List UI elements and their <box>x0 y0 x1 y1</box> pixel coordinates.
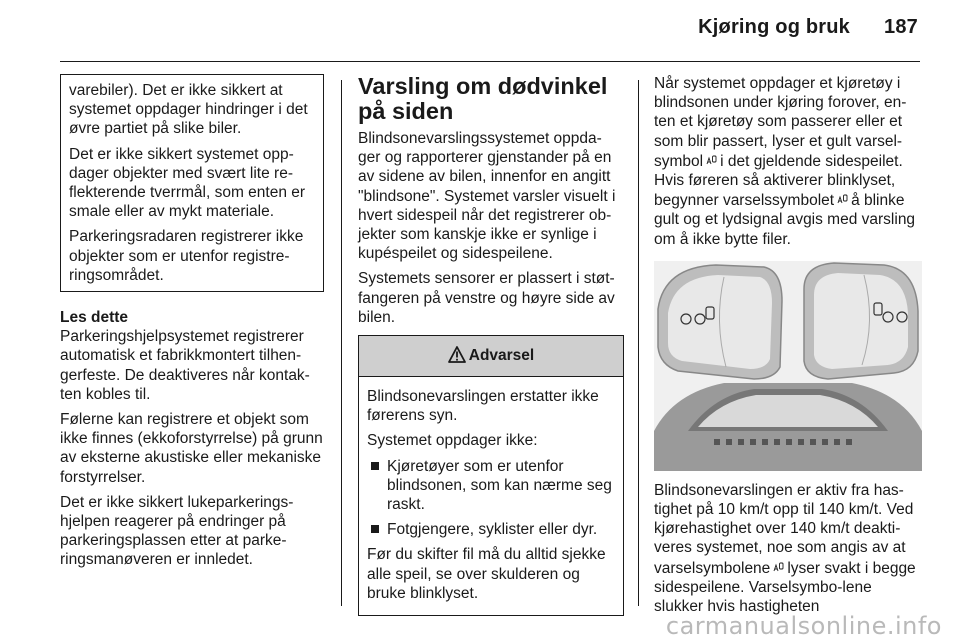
column-1 <box>60 74 324 576</box>
bullet-square-icon <box>371 525 379 533</box>
warning-title: Advarsel <box>468 347 535 365</box>
box-paragraph-3: Parkeringsradaren registrerer ikke objekter som er utenfor registre-ringsområdet. <box>69 228 304 284</box>
blind-spot-symbol-icon <box>837 190 848 209</box>
list-item-text: Fotgjengere, syklister eller dyr. <box>387 521 598 539</box>
text-run: i det gjeldende sidespeilet. Hvis føreren så aktiverer blinklyset, begynner varselssymbolet <box>654 152 903 210</box>
warning-list <box>367 457 615 540</box>
text-run: Når systemet oppdager et kjøretøy i blindsonen under kjøring forover, en-ten et kjøretøy som passerer eller et som blir passert, lyser et gult varsel-symbol <box>654 75 907 170</box>
page-header <box>698 16 918 39</box>
text-run: å blinke gult og et lydsignal avgis med varsling om å ikke bytte filer. <box>654 192 916 248</box>
warning-header <box>359 336 623 377</box>
box-paragraph-1: varebiler). Det er ikke sikkert at systemet oppdager hindringer i det øvre partiet på slike biler. <box>69 82 308 138</box>
warning-list-intro: Systemet oppdager ikke: <box>367 432 538 450</box>
chapter-title: Kjøring og bruk <box>698 16 851 38</box>
watermark: carmanualsonline.info <box>665 612 942 640</box>
warning-outro: Før du skifter fil må du alltid sjekke alle speil, se over skulderen og bruke blinklyset. <box>367 546 606 602</box>
column-2 <box>358 74 624 616</box>
column-divider-1 <box>341 80 342 606</box>
note-title: Les dette <box>60 309 129 327</box>
header-rule <box>60 61 920 62</box>
warning-intro: Blindsonevarslingen erstatter ikke førerens syn. <box>367 388 599 425</box>
body-paragraph-1: Blindsonevarslingssystemet oppda-ger og rapporterer gjenstander på en av sidene av bilen, innenfor en angitt "blindsone". Systemet varsler visuelt i hvert sidespeil når det registrerer ob-jekter som kanskje ikke er synlige i kupéspeilet og sidespeilene. <box>358 130 616 263</box>
list-item <box>367 520 615 539</box>
note-paragraph-3: Det er ikke sikkert lukeparkerings-hjelpen reagerer på endringer på parkeringsplassen etter at parke-ringsmanøveren er innledet. <box>60 493 294 569</box>
page-number: 187 <box>884 16 918 38</box>
body-paragraph-3 <box>654 74 922 249</box>
note-paragraph-2: Følerne kan registrere et objekt som ikke finnes (ekkoforstyrrelse) på grunn av eksterne akustiske eller mekaniske forstyrrelser. <box>60 411 323 486</box>
list-item <box>367 457 615 515</box>
blind-spot-symbol-icon <box>706 151 717 170</box>
body-paragraph-2: Systemets sensorer er plassert i støt-fangeren på venstre og høyre side av bilen. <box>358 270 615 326</box>
bullet-square-icon <box>371 462 379 470</box>
warning-triangle-icon <box>448 339 466 379</box>
list-item-text: Kjøretøyer som er utenfor blindsonen, som kan nærme seg raskt. <box>387 457 612 514</box>
warning-box <box>358 335 624 616</box>
text-run: lyser svakt i begge sidespeilene. Varselsymbo-lene slukker hvis hastigheten <box>654 559 916 616</box>
text-run: Blindsonevarslingen er aktiv fra has-tighet på 10 km/t opp til 140 km/t. Ved kjørehastighet over 140 km/t deakti-veres systemet, noe som angis av at varselsymbolene <box>654 481 914 577</box>
blind-spot-symbol-icon <box>773 558 784 577</box>
side-mirrors-illustration <box>654 261 922 471</box>
section-heading: Varsling om dødvinkel på siden <box>358 73 608 124</box>
column-divider-2 <box>638 80 639 606</box>
continued-box <box>60 74 324 292</box>
column-3 <box>654 74 922 622</box>
body-paragraph-4 <box>654 481 922 616</box>
note-paragraph-1: Parkeringshjelpsystemet registrerer automatisk et fabrikkmontert tilhen-gerfeste. De deaktiveres når kontak-ten kobles til. <box>60 328 310 403</box>
box-paragraph-2: Det er ikke sikkert systemet opp-dager objekter med svært lite re-flekterende tverrmål, som enten er smale eller av mykt materiale. <box>69 145 306 221</box>
warning-body <box>359 377 623 615</box>
